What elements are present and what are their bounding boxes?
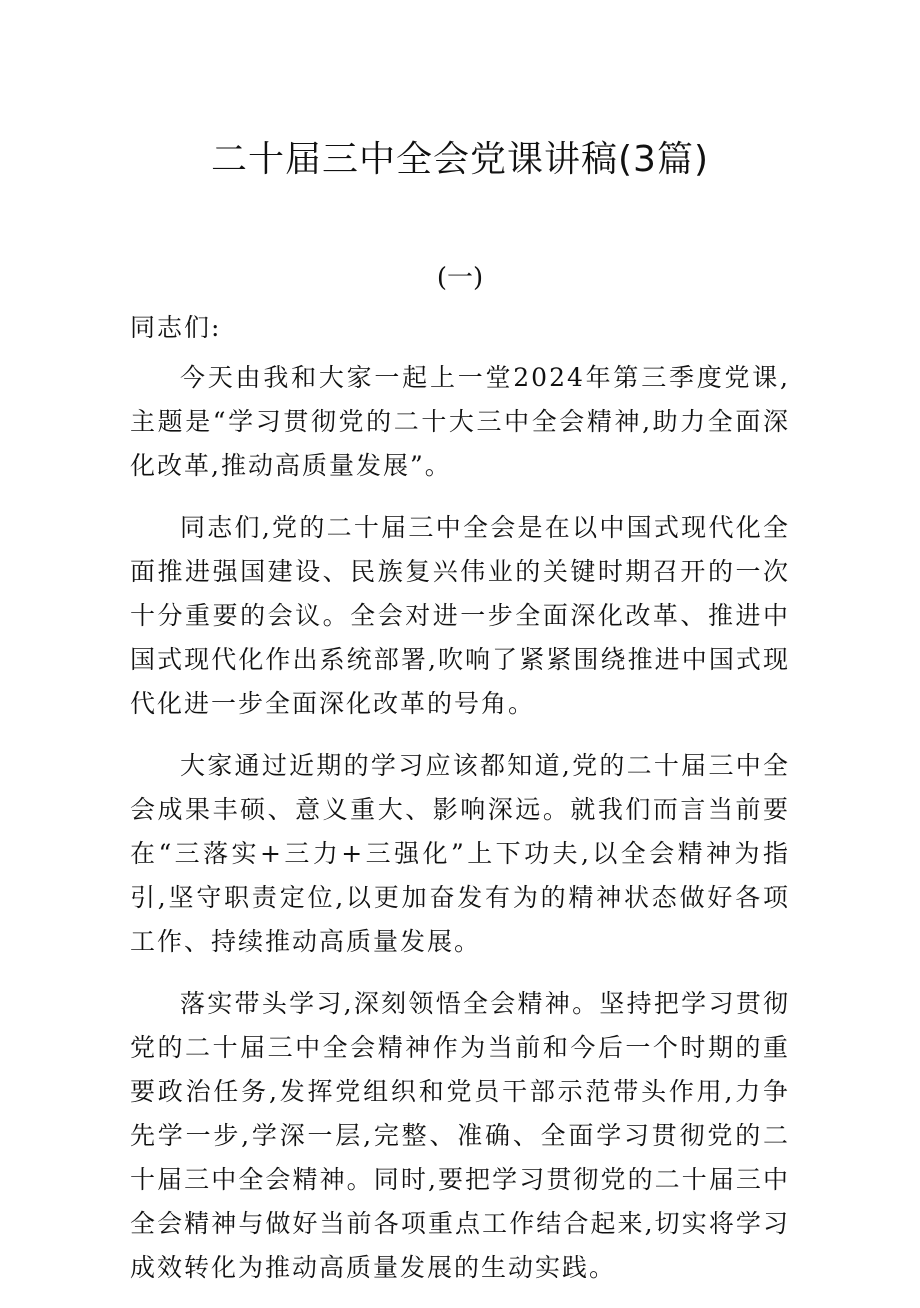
paragraph-2: 同志们,党的二十届三中全会是在以中国式现代化全面推进强国建设、民族复兴伟业的关键时期召开的一次十分重要的会议。全会对进一步全面深化改革、推进中国式现代化作出系统部署,吹响了紧紧围绕推进中国式现代化进一步全面深化改革的号角。 <box>130 513 790 718</box>
salutation: 同志们: <box>130 313 222 342</box>
document-body <box>130 306 790 1308</box>
section-marker: (一) <box>436 263 484 293</box>
paragraph-1: 今天由我和大家一起上一堂2024年第三季度党课,主题是“学习贯彻党的二十大三中全会精神,助力全面深化改革,推动高质量发展”。 <box>130 363 790 480</box>
paragraph-3: 大家通过近期的学习应该都知道,党的二十届三中全会成果丰硕、意义重大、影响深远。就我们而言当前要在“三落实+三力+三强化”上下功夫,以全会精神为指引,坚守职责定位,以更加奋发有为的精神状态做好各项工作、持续推动高质量发展。 <box>130 751 790 956</box>
document-title: 二十届三中全会党课讲稿(3篇) <box>211 139 709 180</box>
paragraph-4: 落实带头学习,深刻领悟全会精神。坚持把学习贯彻党的二十届三中全会精神作为当前和今后一个时期的重要政治任务,发挥党组织和党员干部示范带头作用,力争先学一步,学深一层,完整、准确、全面学习贯彻党的二十届三中全会精神。同时,要把学习贯彻党的二十届三中全会精神与做好当前各项重点工作结合起来,切实将学习成效转化为推动高质量发展的生动实践。 <box>130 989 790 1282</box>
